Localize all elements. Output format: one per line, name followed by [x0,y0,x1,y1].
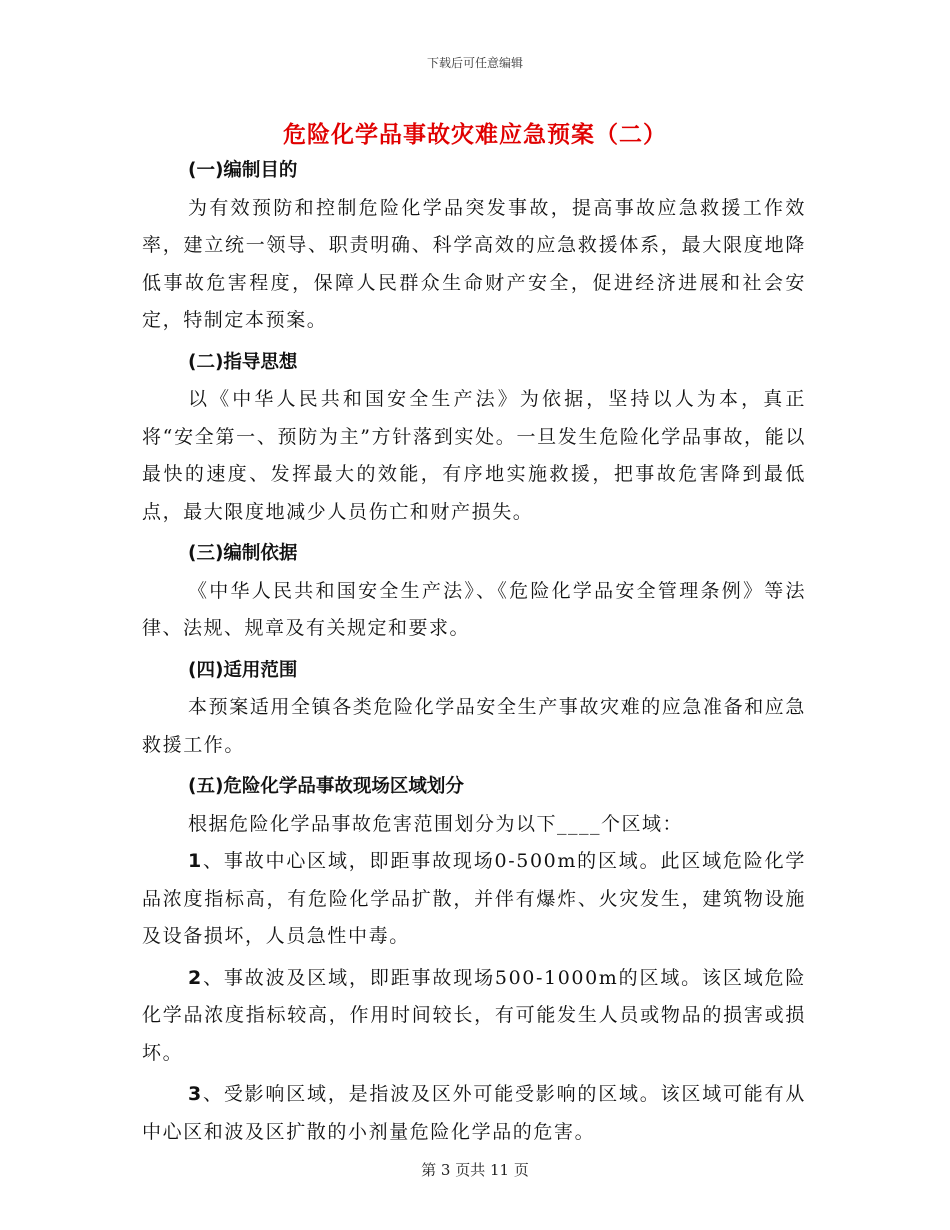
paragraph-guiding-ideology: 以《中华人民共和国安全生产法》为依据，坚持以人为本，真正将“安全第一、预防为主”方针落到实处。一旦发生危险化学品事故，能以最快的速度、发挥最大的效能，有序地实施救援，把事故危害降到最低点，最大限度地减少人员伤亡和财产损失。 [142,388,806,523]
paragraph-zone-intro: 根据危险化学品事故危害范围划分为以下____个区域： [188,812,684,835]
paragraph-basis: 《中华人民共和国安全生产法》、《危险化学品安全管理条例》等法律、法规、规章及有关规定和要求。 [142,579,806,639]
list-item-text: 、受影响区域，是指波及区外可能受影响的区域。该区域可能有从中心区和波及区扩散的小剂量危险化学品的危害。 [142,1083,806,1143]
document-title: 危险化学品事故灾难应急预案（二） [283,122,667,148]
list-item [142,843,806,956]
page-footer: 第 3 页共 11 页 [421,1161,529,1179]
page-header: 下载后可任意编辑 [426,56,523,70]
list-item [142,1076,806,1151]
list-item-number: 1 [188,850,203,872]
section-heading-purpose: (一)编制目的 [188,160,298,181]
section-heading-zone-division: (五)危险化学品事故现场区域划分 [188,776,464,797]
list-item-number: 2 [188,966,203,989]
section-heading-basis: (三)编制依据 [188,543,298,564]
document-body [142,152,806,1151]
list-item-number: 3 [188,1083,203,1105]
paragraph-purpose: 为有效预防和控制危险化学品突发事故，提高事故应急救援工作效率，建立统一领导、职责明确、科学高效的应急救援体系，最大限度地降低事故危害程度，保障人民群众生命财产安全，促进经济进展和社会安定，特制定本预案。 [142,196,806,331]
list-item-text: 、事故中心区域，即距事故现场0-500m的区域。此区域危险化学品浓度指标高，有危险化学品扩散，并伴有爆炸、火灾发生，建筑物设施及设备损坏，人员急性中毒。 [142,850,806,947]
paragraph-scope: 本预案适用全镇各类危险化学品安全生产事故灾难的应急准备和应急救援工作。 [142,696,807,756]
list-item-text: 、事故波及区域，即距事故现场500-1000m的区域。该区域危险化学品浓度指标较高，作用时间较长，有可能发生人员或物品的损害或损坏。 [142,966,806,1064]
list-item [142,960,806,1073]
section-heading-guiding-ideology: (二)指导思想 [188,351,298,373]
section-heading-scope: (四)适用范围 [188,659,298,681]
